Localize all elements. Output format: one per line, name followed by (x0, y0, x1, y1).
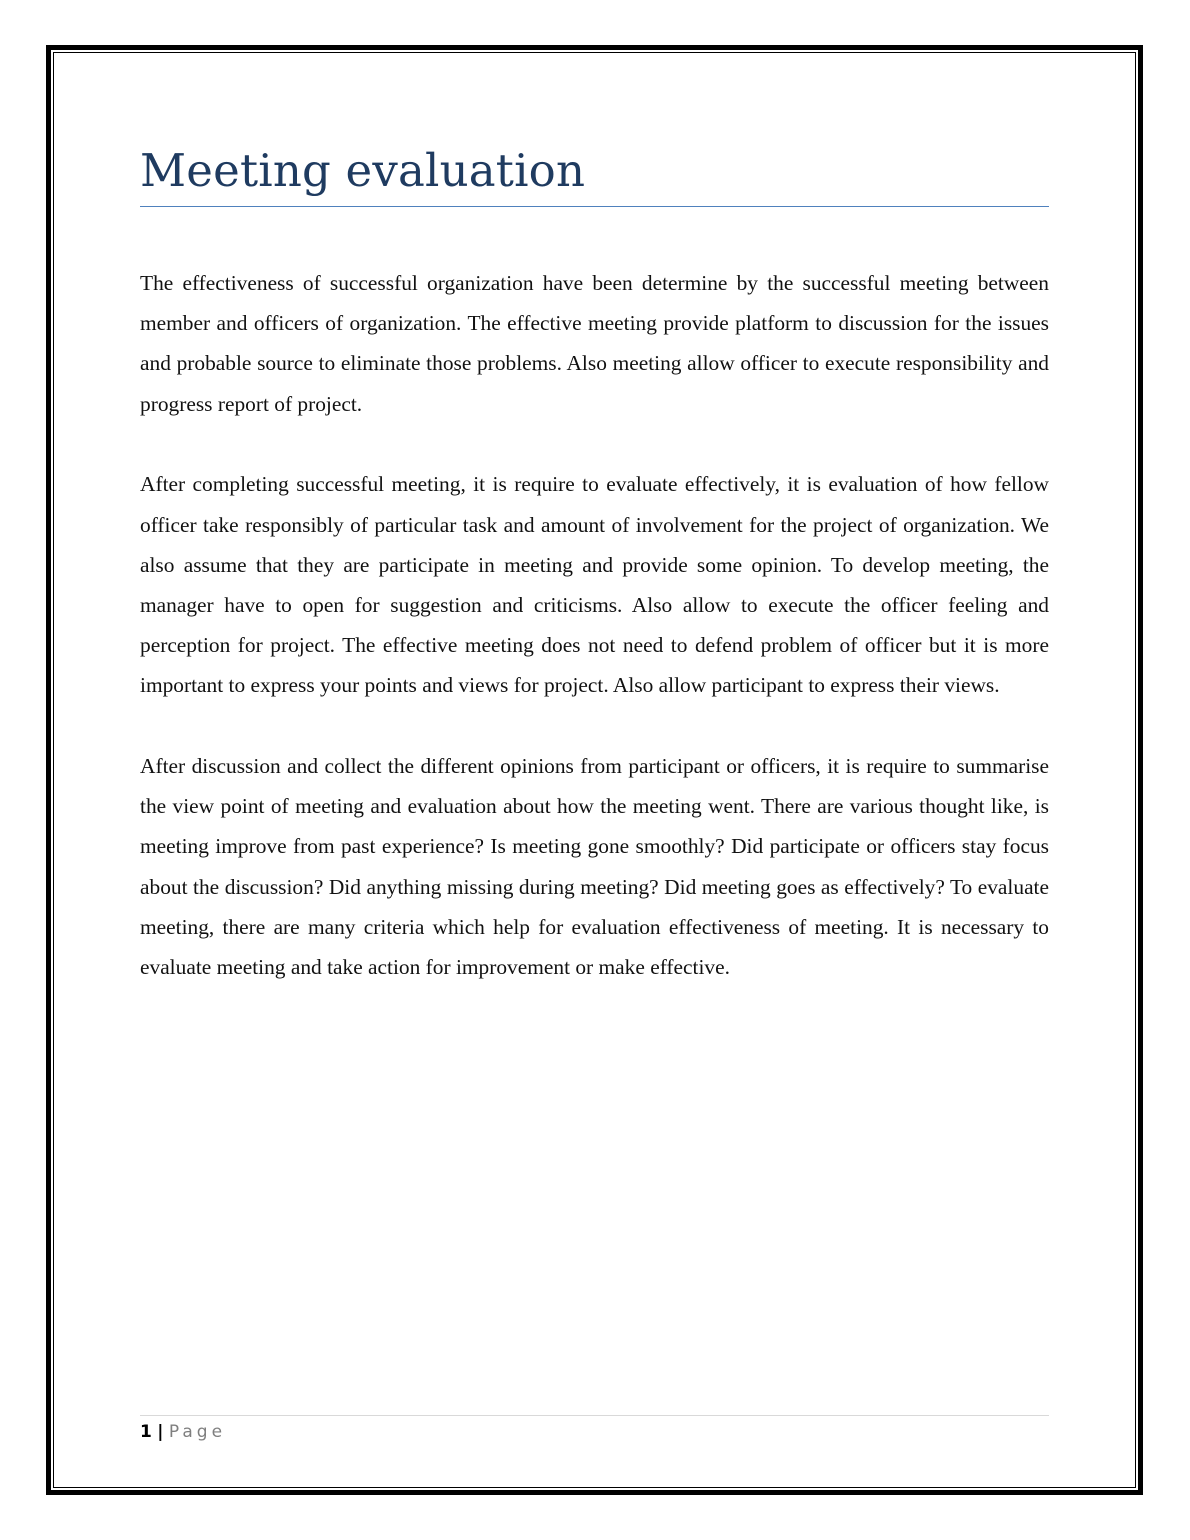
footer-separator: | (157, 1422, 164, 1442)
document-body (140, 263, 1049, 987)
page-label: Page (168, 1422, 227, 1442)
page-footer (140, 1415, 1049, 1442)
title-underline (140, 206, 1049, 207)
paragraph: After completing successful meeting, it is require to evaluate effectively, it is evaluation of how fellow officer take responsibly of particular task and amount of involvement for the project of organization. We also assume that they are participate in meeting and provide some opinion. To develop meeting, the manager have to open for suggestion and criticisms. Also allow to execute the officer feeling and perception for project. The effective meeting does not need to defend problem of officer but it is more important to express your points and views for project. Also allow participant to express their views. (140, 472, 1049, 698)
document-title: Meeting evaluation (140, 144, 586, 197)
paragraph: The effectiveness of successful organization have been determine by the successful meeting between member and officers of organization. The effective meeting provide platform to discussion for the issues and probable source to eliminate those problems. Also meeting allow officer to execute responsibility and progress report of project. (140, 271, 1049, 416)
document-content (140, 140, 1049, 1028)
page-number: 1 (140, 1422, 152, 1442)
paragraph: After discussion and collect the different opinions from participant or officers, it is require to summarise the view point of meeting and evaluation about how the meeting went. There are various thought like, is meeting improve from past experience? Is meeting gone smoothly? Did participate or officers stay focus about the discussion? Did anything missing during meeting? Did meeting goes as effectively? To evaluate meeting, there are many criteria which help for evaluation effectiveness of meeting. It is necessary to evaluate meeting and take action for improvement or make effective. (140, 754, 1049, 980)
